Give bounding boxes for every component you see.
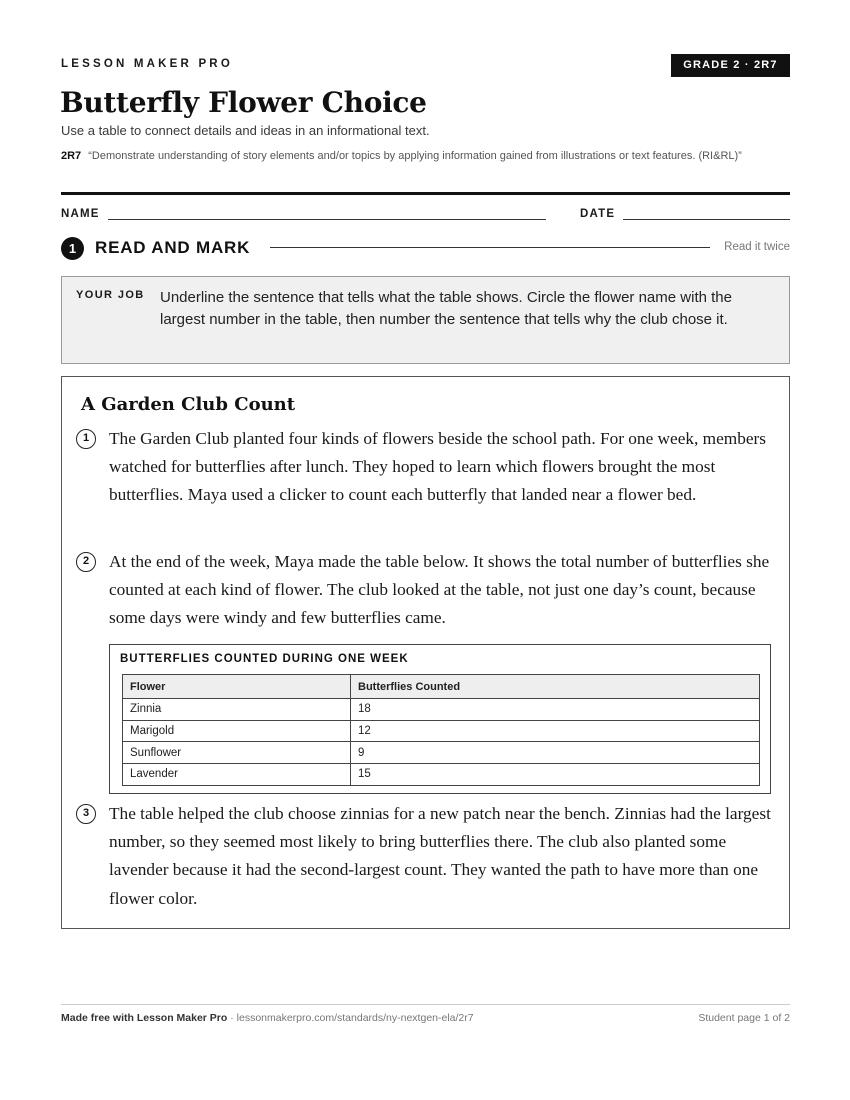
flower-cell: Marigold: [123, 720, 351, 742]
column-header: Butterflies Counted: [351, 675, 760, 699]
section-note: Read it twice: [724, 241, 790, 253]
passage-title: A Garden Club Count: [81, 394, 296, 415]
count-cell: 12: [351, 720, 760, 742]
footer-divider: [61, 1004, 790, 1005]
page-indicator: Student page 1 of 2: [698, 1012, 790, 1024]
section-title: READ AND MARK: [95, 238, 251, 257]
flower-cell: Sunflower: [123, 742, 351, 764]
worksheet-title: Butterfly Flower Choice: [60, 86, 427, 119]
name-field[interactable]: [108, 219, 546, 220]
footer-url: · lessonmakerpro.com/standards/ny-nextgen-ela/2r7: [227, 1012, 474, 1024]
butterfly-count-table: [122, 674, 760, 786]
count-cell: 15: [351, 764, 760, 786]
table-row: [123, 699, 760, 721]
section-number: 1: [61, 237, 84, 260]
paragraph: At the end of the week, Maya made the table below. It shows the total number of butterflies she counted at each kind of flower. The club looked at the table, not just one day’s count, because some days were windy and few butterflies came.: [109, 552, 770, 628]
name-label: NAME: [61, 208, 100, 220]
job-text: Underline the sentence that tells what the table shows. Circle the flower name with the largest number in the table, then number the sentence that tells why the club chose it.: [160, 289, 732, 328]
worksheet-subtitle: Use a table to connect details and ideas in an informational text.: [61, 123, 430, 138]
reading-passage: [61, 376, 790, 929]
count-cell: 18: [351, 699, 760, 721]
date-label: DATE: [580, 208, 616, 220]
table-row: [123, 742, 760, 764]
data-table-box: [109, 644, 771, 794]
table-header-row: [123, 675, 760, 699]
paragraph: The Garden Club planted four kinds of flowers beside the school path. For one week, members watched for butterflies after lunch. They hoped to learn which flowers brought the most butterflies. Maya used a clicker to count each butterfly that landed near a flower bed.: [109, 429, 766, 505]
date-field[interactable]: [623, 219, 790, 220]
footer-credit: [61, 1012, 474, 1024]
paragraph-number: 2: [76, 552, 96, 572]
section-divider: [270, 247, 710, 248]
flower-cell: Zinnia: [123, 699, 351, 721]
header-divider: [61, 192, 790, 195]
footer-made-with: Made free with Lesson Maker Pro: [61, 1012, 228, 1024]
column-header: Flower: [123, 675, 351, 699]
paragraph: The table helped the club choose zinnias for a new patch near the bench. Zinnias had the largest number, so they seemed most likely to bring butterflies there. The club also planted some lavender because it had the second-largest count. They wanted the path to have more than one flower color.: [109, 804, 771, 908]
grade-badge: GRADE 2 · 2R7: [671, 54, 790, 77]
standard-text: “Demonstrate understanding of story elements and/or topics by applying information gained from illustrations or text features. (RI&RL)”: [88, 150, 742, 162]
flower-cell: Lavender: [123, 764, 351, 786]
standard-code: 2R7: [61, 150, 82, 162]
standard-description: [61, 148, 781, 165]
brand-name: LESSON MAKER PRO: [61, 58, 233, 70]
table-row: [123, 720, 760, 742]
table-title: BUTTERFLIES COUNTED DURING ONE WEEK: [120, 653, 409, 665]
paragraph-number: 3: [76, 804, 96, 824]
count-cell: 9: [351, 742, 760, 764]
table-row: [123, 764, 760, 786]
job-instructions-box: [61, 276, 790, 364]
paragraph-number: 1: [76, 429, 96, 449]
job-label: YOUR JOB: [76, 289, 145, 301]
